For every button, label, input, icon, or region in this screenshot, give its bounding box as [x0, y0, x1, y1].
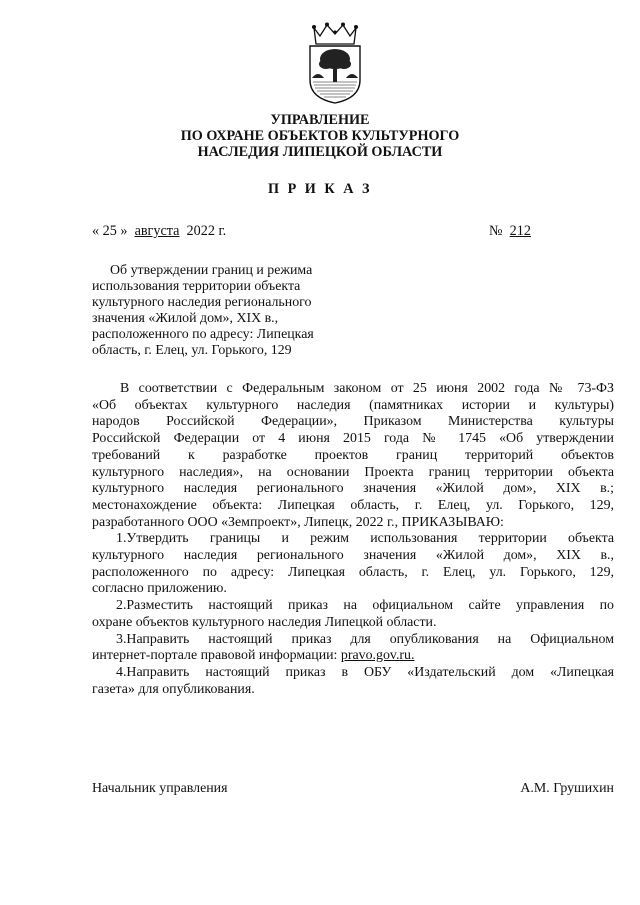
subject-line: культурного наследия регионального [92, 295, 312, 310]
item-1-line: согласно приложению. [92, 581, 227, 597]
intro-line: народов Российской Федерации», Приказом Министерства культуры [92, 414, 614, 430]
date-month: августа [134, 223, 180, 239]
document-type-title: П Р И К А З [268, 181, 372, 197]
item-2-line: 2.Разместить настоящий приказ на официальном сайте управления по [116, 598, 614, 614]
document-subject [92, 263, 342, 359]
intro-line: местонахождение объекта: Липецкая область, г. Елец, ул. Горького, 129, [92, 497, 614, 513]
document-number [489, 223, 531, 240]
intro-line: культурного наследия», на основании Проекта границ территории объекта [92, 464, 614, 480]
pravo-gov-link[interactable]: pravo.gov.ru. [340, 648, 415, 664]
item-3-line: 3.Направить настоящий приказ для опубликования на Официальном [116, 631, 614, 647]
item-4-line: 4.Направить настоящий приказ в ОБУ «Издательский дом «Липецкая [116, 664, 614, 680]
intro-line: разработанного ООО «Земпроект», Липецк, 2022 г., ПРИКАЗЫВАЮ: [92, 514, 504, 530]
item-3-line [92, 648, 614, 665]
intro-line: требований к разработке проектов границ территорий объектов [92, 447, 614, 463]
item-3-text: интернет-портале правовой информации: [92, 648, 341, 664]
subject-line: расположенного по адресу: Липецкая [92, 327, 314, 342]
item-2-line: охране объектов культурного наследия Липецкой области. [92, 614, 437, 630]
organization-name [0, 112, 640, 160]
item-1-line: 1.Утвердить границы и режим использования территории объекта [116, 531, 614, 547]
signer-title: Начальник управления [92, 781, 228, 796]
item-4-line: газета» для опубликования. [92, 681, 255, 697]
subject-line: использования территории объекта [92, 279, 301, 294]
org-line-3: НАСЛЕДИЯ ЛИПЕЦКОЙ ОБЛАСТИ [197, 144, 443, 160]
coat-of-arms-icon [300, 22, 370, 104]
intro-line: «Об объектах культурного наследия (памятниках истории и культуры) [92, 397, 614, 413]
subject-line: Об утверждении границ и режима [110, 263, 313, 278]
date-year: 2022 г. [186, 223, 227, 239]
number-value: 212 [509, 223, 531, 239]
subject-line: значения «Жилой дом», XIX в., [92, 311, 279, 326]
org-line-2: ПО ОХРАНЕ ОБЪЕКТОВ КУЛЬТУРНОГО [180, 128, 460, 144]
document-body [92, 381, 614, 698]
number-sign: № [489, 223, 503, 239]
subject-line: область, г. Елец, ул. Горького, 129 [92, 343, 292, 358]
document-date: « 25 » августа 2022 г. [92, 223, 227, 239]
date-day: 25 [102, 223, 117, 239]
intro-line: В соответствии с Федеральным законом от 25 июня 2002 года № 73-ФЗ [120, 381, 614, 396]
item-1-line: расположенного по адресу: Липецкая область, г. Елец, ул. Горького, 129, [92, 564, 614, 580]
intro-line: культурного наследия регионального значения «Жилой дом», XIX в.; [92, 481, 614, 497]
org-line-1: УПРАВЛЕНИЕ [270, 112, 370, 128]
item-1-line: культурного наследия регионального значения «Жилой дом», XIX в., [92, 548, 614, 564]
signer-name: А.М. Грушихин [520, 781, 614, 796]
intro-line: Российской Федерации от 4 июня 2015 года № 1745 «Об утверждении [92, 431, 614, 447]
